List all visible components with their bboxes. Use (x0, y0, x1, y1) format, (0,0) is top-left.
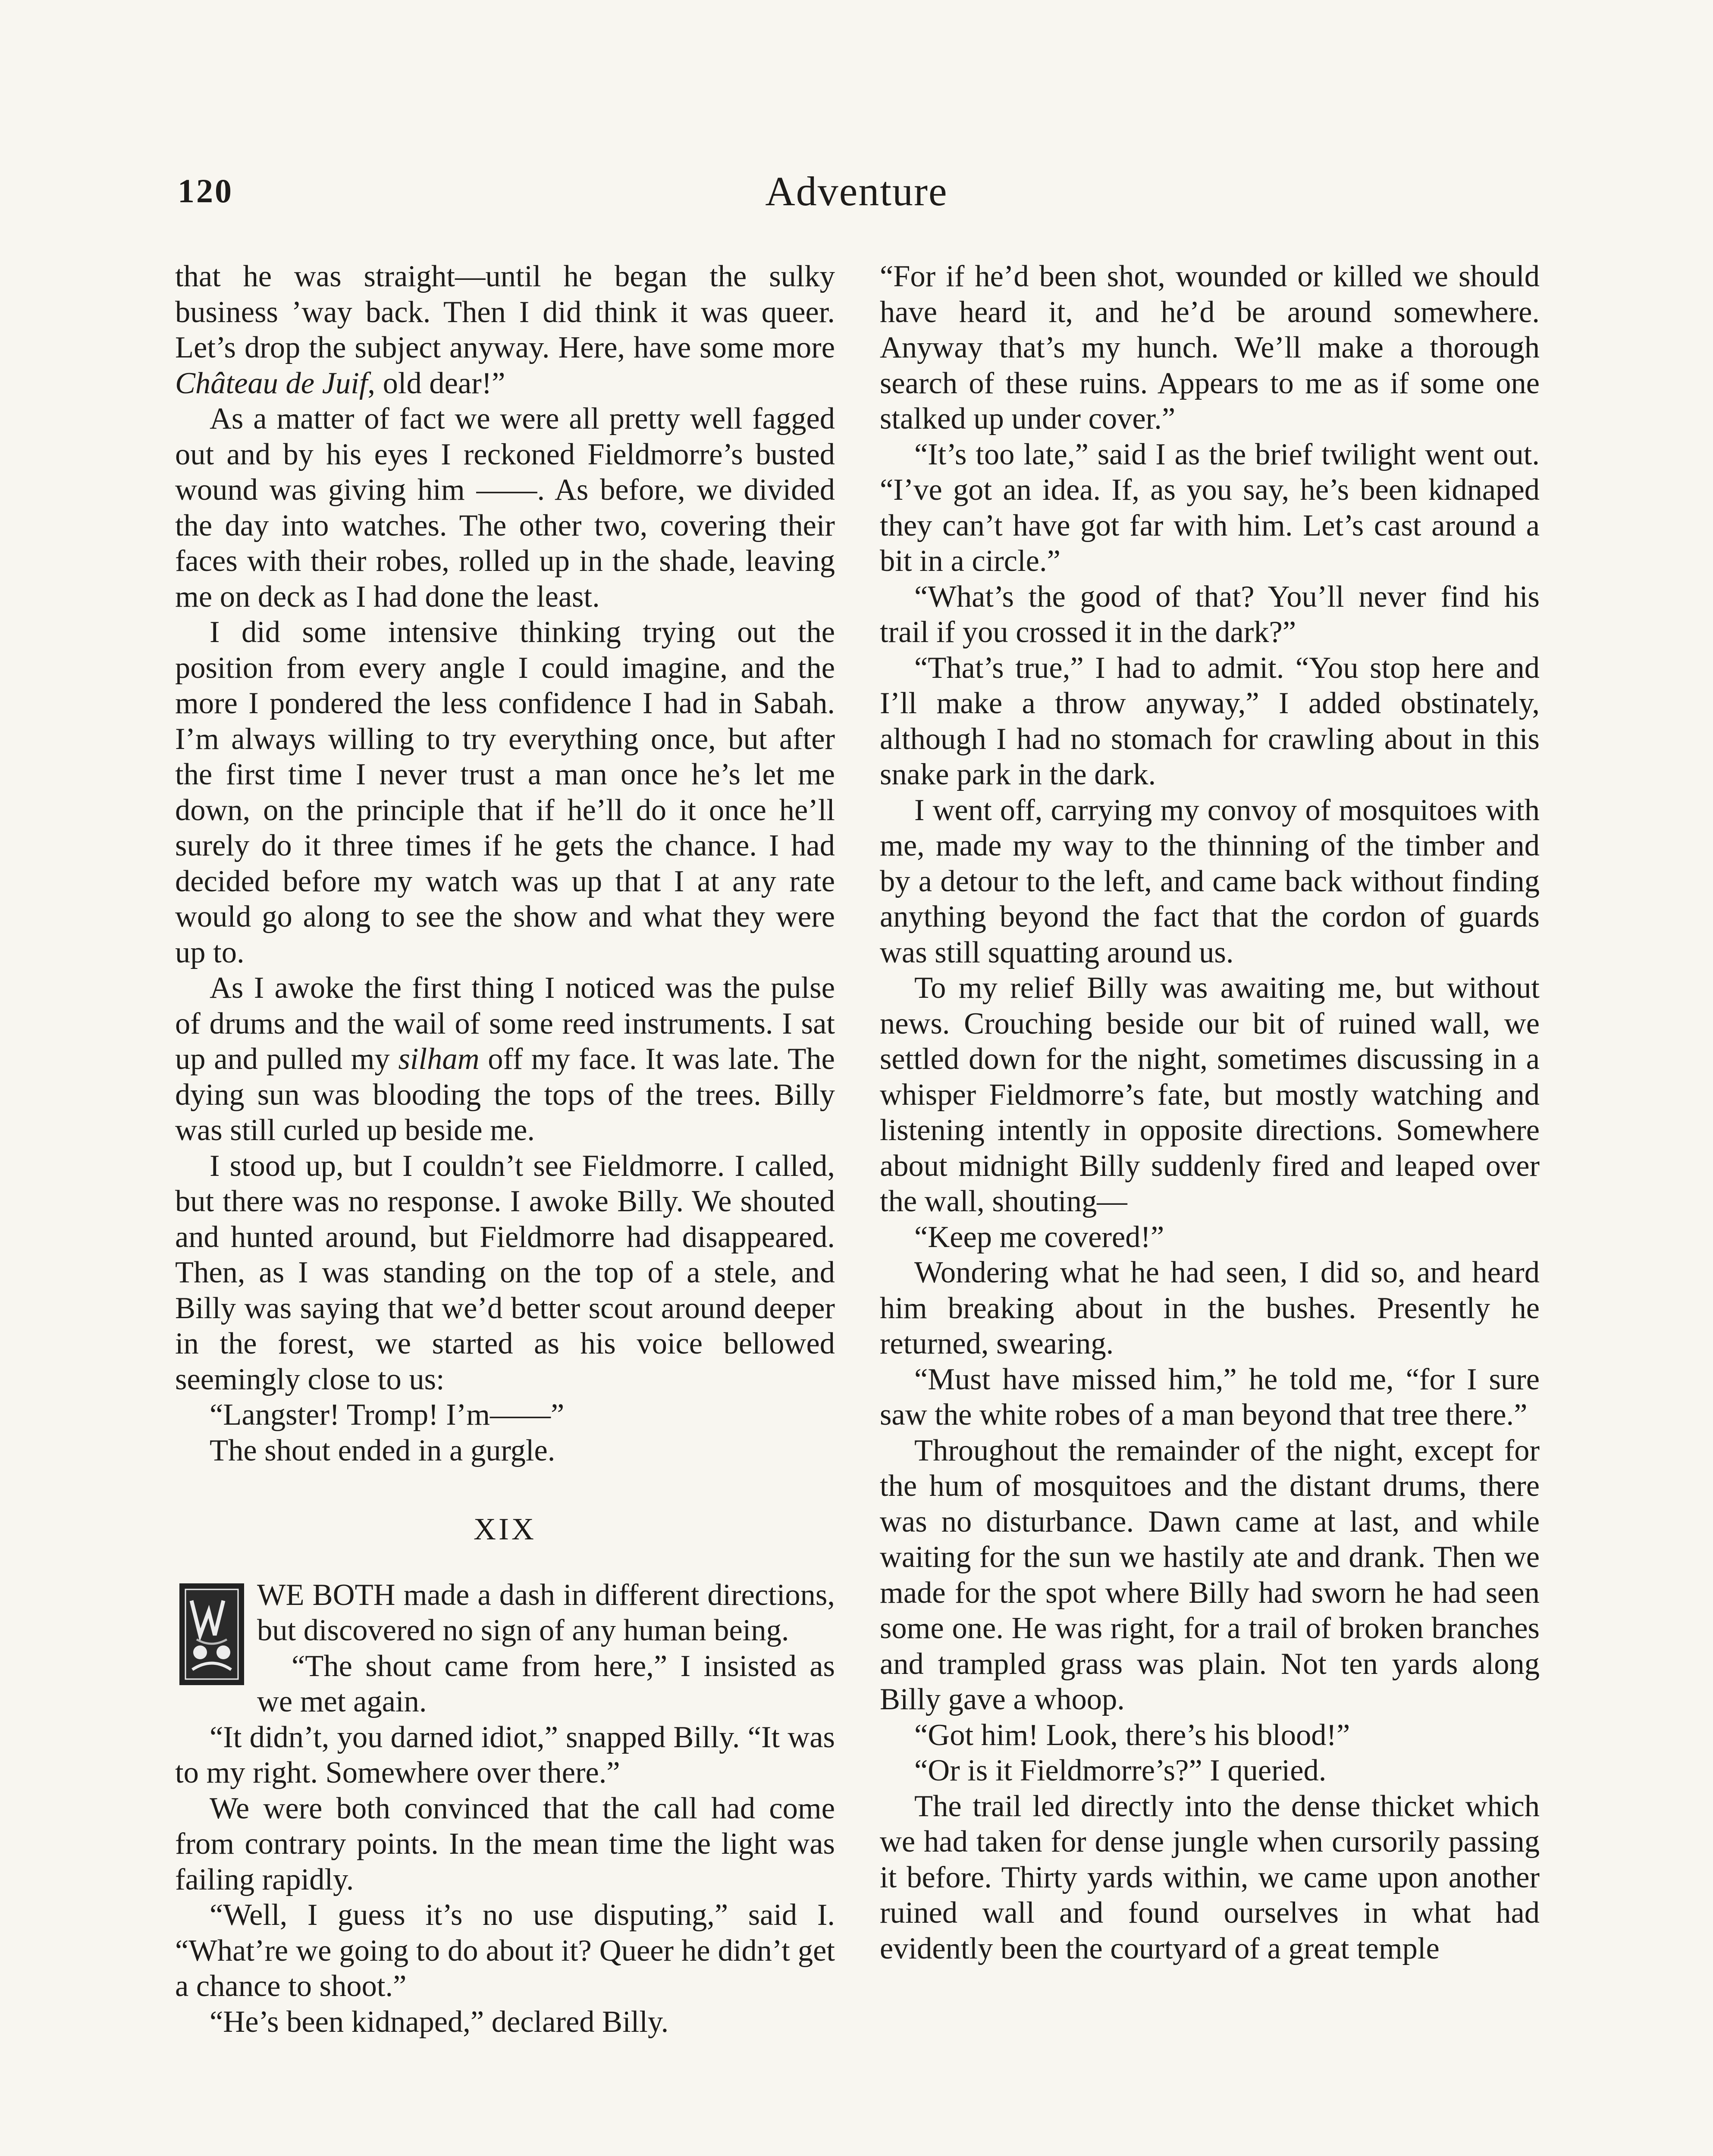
paragraph: The shout ended in a gurgle. (210, 1433, 555, 1467)
page-number: 120 (178, 172, 233, 210)
paragraph: “Or is it Fieldmorre’s?” I queried. (914, 1754, 1327, 1787)
paragraph: “Langster! Tromp! I’m——” (210, 1398, 565, 1432)
left-column-text-after (175, 1648, 835, 2040)
paragraph: “That’s true,” I had to admit. “You stop here and I’ll make a throw anyway,” I added obstinately, although I had no stomach for crawling about in this snake park in the dark. (880, 651, 1540, 791)
paragraph: I stood up, but I couldn’t see Fieldmorre. I called, but there was no response. I awoke Billy. We shouted and hunted around, but Fieldmorre had disappeared. Then, as I was standing on the top of a stele, and Billy was saying that we’d better scout around deeper in the forest, we started as his voice bellowed seemingly close to us: (175, 1149, 835, 1396)
paragraph: Throughout the remainder of the night, except for the hum of mosquitoes and the distant drums, there was no disturbance. Dawn came at last, and while waiting for the sun we hastily ate and drank. Then we made for the spot where Billy had sworn he had seen some one. He was right, for a trail of broken branches and trampled grass was plain. Not ten yards along Billy gave a whoop. (880, 1433, 1540, 1716)
paragraph: “What’s the good of that? You’ll never find his trail if you crossed it in the dark?” (880, 580, 1540, 649)
magazine-title: Adventure (765, 168, 948, 214)
dropcap-paragraph (175, 1577, 835, 1648)
paragraph: As a matter of fact we were all pretty well fagged out and by his eyes I reckoned Fieldmorre’s busted wound was giving him ——. As before, we divided the day into watches. The other two, covering their faces with their robes, rolled up in the shade, leaving me on deck as I had done the least. (175, 402, 835, 614)
paragraph: that he was straight—until he began the sulky business ’way back. Then I did think it was queer. Let’s drop the subject anyway. Here, have some more Château de Juif, old dear!” (175, 260, 835, 400)
paragraph: “Keep me covered!” (914, 1220, 1164, 1254)
paragraph: Wondering what he had seen, I did so, and heard him breaking about in the bushes. Presently he returned, swearing. (880, 1256, 1540, 1360)
paragraph: “It’s too late,” said I as the brief twilight went out. “I’ve got an idea. If, as you say, he’s been kidnaped they can’t have got far with him. Let’s cast around a bit in a circle.” (880, 437, 1540, 578)
left-column (175, 259, 835, 2040)
paragraph: “It didn’t, you darned idiot,” snapped Billy. “It was to my right. Somewhere over there.” (175, 1720, 835, 1789)
right-column (880, 259, 1540, 1966)
right-column-text (880, 259, 1540, 1966)
paragraph: “For if he’d been shot, wounded or killed we should have heard it, and he’d be around somewhere. Anyway that’s my hunch. We’ll make a thorough search of these ruins. Appears to me as if some one stalked up under cover.” (880, 260, 1540, 436)
paragraph: I did some intensive thinking trying out the position from every angle I could imagine, and the more I pondered the less confidence I had in Sabah. I’m always willing to try everything once, but after the first time I never trust a man once he’s let me down, on the principle that if he’ll do it once he’ll surely do it three times if he gets the chance. I had decided before my watch was up that I at any rate would go along to see the show and what they were up to. (175, 615, 835, 969)
left-column-text (175, 259, 835, 1468)
paragraph: “Got him! Look, there’s his blood!” (914, 1718, 1350, 1752)
decorative-initial-w-icon (179, 1583, 244, 1685)
dropcap-paragraph-text: WE BOTH made a dash in different directions, but discovered no sign of any human being. (257, 1578, 835, 1647)
paragraph: To my relief Billy was awaiting me, but without news. Crouching beside our bit of ruined wall, we settled down for the night, sometimes discussing in a whisper Fieldmorre’s fate, but mostly watching and listening intently in opposite directions. Somewhere about midnight Billy suddenly fired and leaped over the wall, shouting— (880, 971, 1540, 1218)
paragraph: “Must have missed him,” he told me, “for I sure saw the white robes of a man beyond that tree there.” (880, 1362, 1540, 1432)
paragraph: “The shout came from here,” I insisted as we met again. (257, 1649, 835, 1718)
paragraph: The trail led directly into the dense thicket which we had taken for dense jungle when cursorily passing it before. Thirty yards within, we came upon another ruined wall and found ourselves in what had evidently been the courtyard of a great temple (880, 1789, 1540, 1965)
paragraph: “Well, I guess it’s no use disputing,” said I. “What’re we going to do about it? Queer he didn’t get a chance to shoot.” (175, 1898, 835, 2003)
paragraph: I went off, carrying my convoy of mosquitoes with me, made my way to the thinning of the timber and by a detour to the left, and came back without finding anything beyond the fact that the cordon of guards was still squatting around us. (880, 793, 1540, 969)
chapter-heading: XIX (474, 1512, 536, 1546)
paragraph: As I awoke the first thing I noticed was the pulse of drums and the wail of some reed instruments. I sat up and pulled my silham off my face. It was late. The dying sun was blooding the tops of the trees. Billy was still curled up beside me. (175, 971, 835, 1147)
paragraph: We were both convinced that the call had come from contrary points. In the mean time the light was failing rapidly. (175, 1791, 835, 1896)
paragraph: “He’s been kidnaped,” declared Billy. (210, 2005, 669, 2039)
